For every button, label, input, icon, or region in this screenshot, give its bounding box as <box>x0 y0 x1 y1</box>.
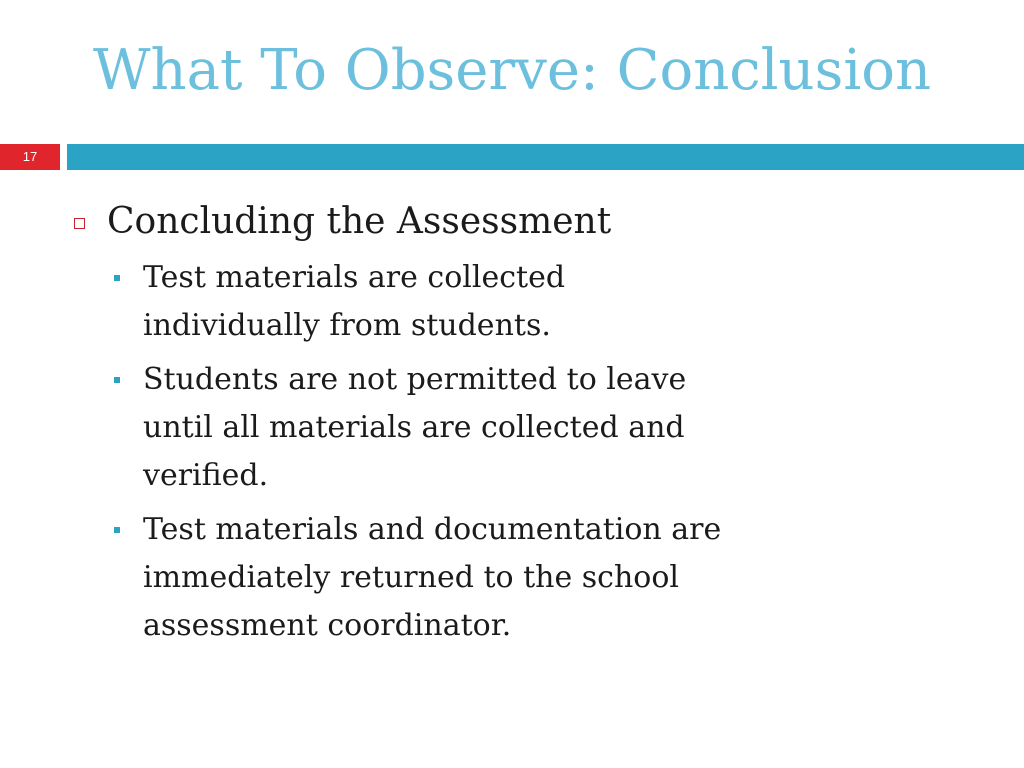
sub-bullet-text-line: immediately returned to the school <box>143 560 680 595</box>
filled-square-bullet-icon <box>114 377 120 383</box>
sub-bullet-text-line: verified. <box>143 458 269 493</box>
sub-bullet-text-line: Students are not permitted to leave <box>143 362 687 397</box>
filled-square-bullet-icon <box>114 527 120 533</box>
slide-content <box>72 198 872 656</box>
sub-bullet-item <box>110 356 863 500</box>
filled-square-bullet-icon <box>114 275 120 281</box>
header-accent-bar <box>67 144 1024 170</box>
bullet-level1 <box>72 198 872 246</box>
sub-bullet-text-line: individually from students. <box>143 308 551 343</box>
sub-bullet-text-line: Test materials are collected <box>143 260 566 295</box>
sub-bullet-item <box>110 506 863 650</box>
hollow-square-bullet-icon <box>74 218 85 229</box>
slide-number-badge: 17 <box>0 144 60 170</box>
bullet-level1-text: Concluding the Assessment <box>107 201 612 242</box>
sub-bullet-text-line: Test materials and documentation are <box>143 512 722 547</box>
sub-bullet-item <box>110 254 863 350</box>
slide-title: What To Observe: Conclusion <box>92 38 932 103</box>
sub-bullet-text-line: assessment coordinator. <box>143 608 512 643</box>
sub-bullet-text-line: until all materials are collected and <box>143 410 685 445</box>
sub-bullet-list <box>72 254 872 650</box>
